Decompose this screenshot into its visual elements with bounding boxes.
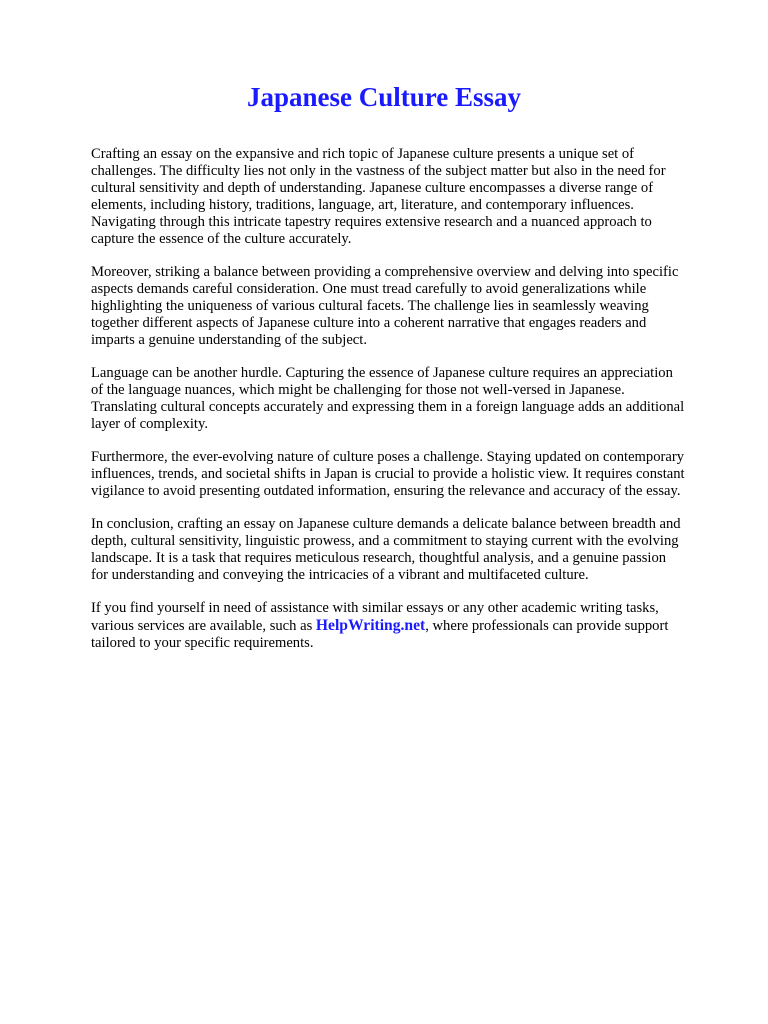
essay-paragraph: [91, 449, 731, 500]
paragraph-line: Crafting an essay on the expansive and rich topic of Japanese culture presents a unique set of: [91, 146, 635, 162]
paragraph-line: depth, cultural sensitivity, linguistic prowess, and a commitment to staying current with the evolving: [91, 533, 679, 549]
paragraph-line: Navigating through this intricate tapestry requires extensive research and a nuanced approach to: [91, 214, 652, 230]
paragraph-line: challenges. The difficulty lies not only in the vastness of the subject matter but also in the need for: [91, 163, 666, 179]
closing-line-2-start: various services are available, such as: [91, 618, 316, 634]
paragraph-line: for understanding and conveying the intricacies of a vibrant and multifaceted culture.: [91, 567, 589, 583]
paragraph-line: of the language nuances, which might be challenging for those not well-versed in Japanese.: [91, 382, 625, 398]
paragraph-line: capture the essence of the culture accurately.: [91, 231, 352, 247]
paragraph-line: highlighting the uniqueness of various cultural facets. The challenge lies in seamlessly weaving: [91, 298, 649, 314]
closing-line-2: [91, 617, 731, 635]
essay-paragraph: [91, 146, 731, 248]
paragraph-line: cultural sensitivity and depth of understanding. Japanese culture encompasses a diverse range of: [91, 180, 654, 196]
paragraph-line: imparts a genuine understanding of the subject.: [91, 332, 367, 348]
helpwriting-link[interactable]: HelpWriting.net: [315, 617, 426, 634]
paragraph-line: Translating cultural concepts accurately and expressing them in a foreign language adds an additional: [91, 399, 685, 415]
essay-paragraph: [91, 264, 731, 349]
paragraph-line: In conclusion, crafting an essay on Japanese culture demands a delicate balance between breadth and: [91, 516, 681, 532]
closing-line-1: If you find yourself in need of assistance with similar essays or any other academic writing tasks,: [91, 600, 659, 616]
paragraph-line: vigilance to avoid presenting outdated information, ensuring the relevance and accuracy of the essay.: [91, 483, 681, 499]
closing-paragraph: [91, 600, 731, 652]
paragraph-line: Moreover, striking a balance between providing a comprehensive overview and delving into specific: [91, 264, 679, 280]
closing-line-2-end: , where professionals can provide support: [425, 618, 669, 634]
document-title: Japanese Culture Essay: [246, 82, 522, 112]
paragraph-line: elements, including history, traditions, language, art, literature, and contemporary influences.: [91, 197, 634, 213]
essay-paragraphs: [91, 146, 731, 584]
paragraph-line: influences, trends, and societal shifts in Japan is crucial to provide a holistic view. It requires constant: [91, 466, 685, 482]
paragraph-line: together different aspects of Japanese culture into a coherent narrative that engages readers and: [91, 315, 647, 331]
essay-paragraph: [91, 516, 731, 584]
closing-line-3: tailored to your specific requirements.: [91, 635, 314, 651]
essay-body: [91, 146, 731, 668]
essay-paragraph: [91, 365, 731, 433]
paragraph-line: layer of complexity.: [91, 416, 208, 432]
paragraph-line: landscape. It is a task that requires meticulous research, thoughtful analysis, and a genuine passion: [91, 550, 667, 566]
paragraph-line: Furthermore, the ever-evolving nature of culture poses a challenge. Staying updated on contemporary: [91, 449, 684, 465]
paragraph-line: aspects demands careful consideration. One must tread carefully to avoid generalizations while: [91, 281, 647, 297]
paragraph-line: Language can be another hurdle. Capturing the essence of Japanese culture requires an appreciation: [91, 365, 673, 381]
